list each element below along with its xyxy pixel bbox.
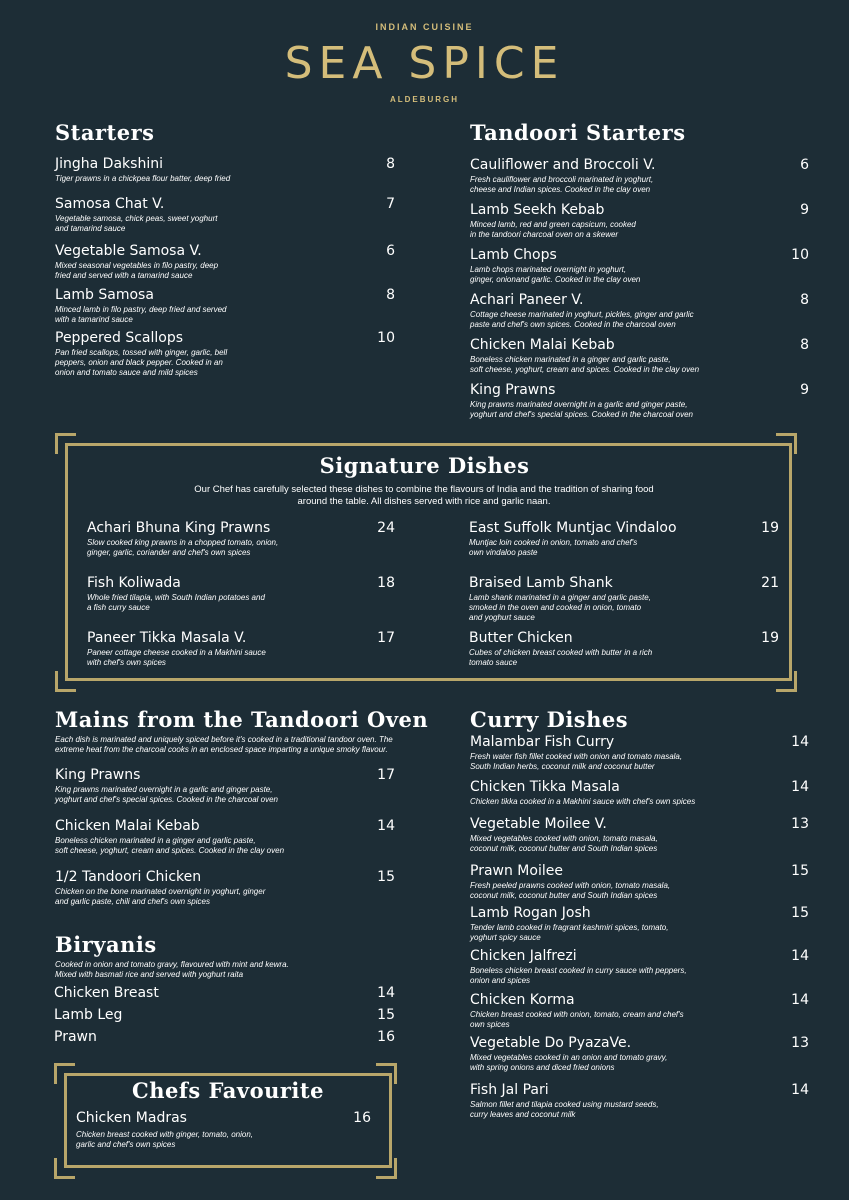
frame-corner: [376, 1158, 397, 1179]
menu-item-name: King Prawns: [470, 382, 556, 398]
restaurant-name: SEA SPICE: [284, 38, 565, 89]
menu-item-desc: Paneer cottage cheese cooked in a Makhini sauce with chef's own spices: [87, 648, 266, 667]
menu-item-desc: Minced lamb, red and green capsicum, cooked in the tandoori charcoal oven on a skewer: [470, 220, 636, 239]
menu-item-name: Lamb Chops: [470, 247, 557, 263]
menu-item-name: Butter Chicken: [469, 630, 573, 646]
menu-item-price: 8: [800, 337, 809, 353]
signature-title: Signature Dishes: [319, 453, 530, 478]
menu-item-name: Prawn Moilee: [470, 863, 563, 879]
chefs-favourite-title: Chefs Favourite: [132, 1078, 324, 1103]
menu-item-price: 15: [791, 905, 809, 921]
menu-item-desc: Tender lamb cooked in fragrant kashmiri spices, tomato, yoghurt spicy sauce: [470, 923, 669, 942]
menu-item-desc: Cottage cheese marinated in yoghurt, pickles, ginger and garlic paste and chef's own spices. Cooked in the charcoal oven: [470, 310, 694, 329]
menu-item-name: Chicken Malai Kebab: [470, 337, 615, 353]
menu-item-desc: Boneless chicken marinated in a ginger and garlic paste, soft cheese, yoghurt, cream and spices. Cooked in the clay oven: [470, 355, 700, 374]
menu-item-desc: Lamb shank marinated in a ginger and garlic paste, smoked in the oven and cooked in onion, tomato and yoghurt sauce: [469, 593, 651, 622]
menu-item-price: 17: [377, 630, 395, 646]
menu-item-price: 24: [377, 520, 395, 536]
menu-item-desc: Boneless chicken breast cooked in curry sauce with peppers, onion and spices: [470, 966, 687, 985]
menu-item-desc: Mixed seasonal vegetables in filo pastry, deep fried and served with a tamarind sauce: [55, 261, 219, 280]
menu-item-price: 13: [791, 1035, 809, 1051]
menu-item-desc: Lamb chops marinated overnight in yoghurt, ginger, onionand garlic. Cooked in the clay oven: [470, 265, 641, 284]
starters-title: Starters: [55, 120, 155, 145]
menu-item-desc: King prawns marinated overnight in a garlic and ginger paste, yoghurt and chef's special spices. Cooked in the charcoal oven: [55, 785, 278, 804]
menu-item-desc: Pan fried scallops, tossed with ginger, garlic, bell peppers, onion and black pepper. Cooked in an onion and tomato sauce and mild spices: [55, 348, 228, 377]
menu-item-price: 15: [377, 1007, 395, 1023]
menu-item-price: 9: [800, 382, 809, 398]
menu-item-desc: Whole fried tilapia, with South Indian potatoes and a fish curry sauce: [87, 593, 265, 612]
menu-item-name: Peppered Scallops: [55, 330, 184, 346]
frame-corner: [55, 433, 76, 454]
menu-item-desc: Tiger prawns in a chickpea flour batter, deep fried: [55, 174, 231, 183]
menu-item-name: Cauliflower and Broccoli V.: [470, 157, 656, 173]
restaurant-subtitle: INDIAN CUISINE: [375, 22, 474, 32]
signature-intro: Our Chef has carefully selected these dishes to combine the flavours of India and the tradition of sharing food around the table. All dishes served with rice and garlic naan.: [194, 484, 654, 507]
menu-item-desc: Vegetable samosa, chick peas, sweet yoghurt and tamarind sauce: [55, 214, 218, 233]
menu-item-desc: Chicken on the bone marinated overnight in yoghurt, ginger and garlic paste, chili and chef's own spices: [55, 887, 266, 906]
menu-item-desc: Boneless chicken marinated in a ginger and garlic paste, soft cheese, yoghurt, cream and spices. Cooked in the clay oven: [55, 836, 285, 855]
menu-item-desc: Salmon fillet and tilapia cooked using mustard seeds, curry leaves and coconut milk: [470, 1100, 659, 1119]
menu-item-price: 9: [800, 202, 809, 218]
menu-item-desc: Minced lamb in filo pastry, deep fried and served with a tamarind sauce: [55, 305, 227, 324]
menu-item-name: Chicken Malai Kebab: [55, 818, 200, 834]
menu-item-price: 8: [386, 287, 395, 303]
curry-title: Curry Dishes: [470, 707, 629, 732]
menu-item-price: 10: [377, 330, 395, 346]
menu-item-name: Lamb Seekh Kebab: [470, 202, 605, 218]
menu-item-name: Achari Paneer V.: [470, 292, 584, 308]
menu-item-name: Achari Bhuna King Prawns: [87, 520, 271, 536]
menu-item-price: 18: [377, 575, 395, 591]
menu-item-price: 14: [791, 1082, 809, 1098]
menu-item-desc: Slow cooked king prawns in a chopped tomato, onion, ginger, garlic, coriander and chef's own spices: [87, 538, 279, 557]
menu-item-name: Vegetable Samosa V.: [55, 243, 202, 259]
menu-item-name: Fish Jal Pari: [470, 1082, 549, 1098]
menu-item-name: Lamb Leg: [54, 1007, 123, 1023]
menu-item-name: Vegetable Moilee V.: [470, 816, 607, 832]
tandoori-starters-title: Tandoori Starters: [470, 120, 686, 145]
menu-item-price: 16: [377, 1029, 395, 1045]
menu-item-price: 19: [761, 520, 779, 536]
menu-item-desc: Fresh peeled prawns cooked with onion, tomato masala, coconut milk, coconut butter and South Indian spices: [470, 881, 671, 900]
menu-item-name: Jingha Dakshini: [55, 156, 163, 172]
menu-item-name: Chicken Breast: [54, 985, 159, 1001]
menu-item-desc: Cubes of chicken breast cooked with butter in a rich tomato sauce: [469, 648, 653, 667]
menu-item-name: Chicken Jalfrezi: [470, 948, 577, 964]
mains-tandoori-title: Mains from the Tandoori Oven: [55, 707, 429, 732]
menu-item-name: Malambar Fish Curry: [470, 734, 615, 750]
menu-item-price: 6: [386, 243, 395, 259]
menu-item-price: 8: [800, 292, 809, 308]
menu-item-name: Braised Lamb Shank: [469, 575, 613, 591]
menu-item-desc: Mixed vegetables cooked with onion, tomato masala, coconut milk, coconut butter and South Indian spices: [470, 834, 658, 853]
menu-item-desc: Fresh water fish fillet cooked with onion and tomato masala, South Indian herbs, coconut milk and coconut butter: [470, 752, 683, 771]
menu-item-name: Chicken Tikka Masala: [470, 779, 620, 795]
menu-item-name: East Suffolk Muntjac Vindaloo: [469, 520, 677, 536]
menu-item-desc: Chicken tikka cooked in a Makhini sauce with chef's own spices: [470, 797, 696, 806]
frame-corner: [55, 671, 76, 692]
menu-item-desc: Fresh cauliflower and broccoli marinated in yoghurt, cheese and Indian spices. Cooked in the clay oven: [470, 175, 654, 194]
menu-item-price: 14: [791, 779, 809, 795]
frame-corner: [54, 1158, 75, 1179]
menu-item-name: Lamb Rogan Josh: [470, 905, 591, 921]
menu-item-price: 14: [791, 948, 809, 964]
menu-item-name: Vegetable Do PyazaVe.: [470, 1035, 632, 1051]
menu-item-name: Samosa Chat V.: [55, 196, 165, 212]
menu-item-price: 7: [386, 196, 395, 212]
menu-item-desc: Chicken breast cooked with onion, tomato, cream and chef's own spices: [470, 1010, 684, 1029]
menu-item-name: Chicken Korma: [470, 992, 575, 1008]
restaurant-location: ALDEBURGH: [389, 95, 460, 104]
menu-item-price: 15: [377, 869, 395, 885]
menu-item-price: 19: [761, 630, 779, 646]
menu-item-price: 14: [377, 985, 395, 1001]
menu-item-price: 8: [386, 156, 395, 172]
menu-item-price: 6: [800, 157, 809, 173]
menu-item-price: 15: [791, 863, 809, 879]
menu-item-price: 14: [377, 818, 395, 834]
menu-item-desc: Chicken breast cooked with ginger, tomato, onion, garlic and chef's own spices: [76, 1130, 253, 1149]
menu-item-price: 10: [791, 247, 809, 263]
menu-item-price: 14: [791, 734, 809, 750]
menu-item-price: 17: [377, 767, 395, 783]
menu-item-desc: Mixed vegetables cooked in an onion and tomato gravy, with spring onions and diced fried onions: [470, 1053, 668, 1072]
menu-item-price: 13: [791, 816, 809, 832]
menu-item-name: Fish Koliwada: [87, 575, 181, 591]
menu-item-name: Chicken Madras: [76, 1110, 187, 1126]
menu-item-name: King Prawns: [55, 767, 141, 783]
menu-item-name: 1/2 Tandoori Chicken: [55, 869, 202, 885]
menu-item-price: 16: [353, 1110, 371, 1126]
menu-item-price: 21: [761, 575, 779, 591]
biryanis-intro: Cooked in onion and tomato gravy, flavoured with mint and kewra. Mixed with basmati rice and served with yoghurt raita: [55, 960, 289, 979]
frame-corner: [776, 433, 797, 454]
menu-item-desc: Muntjac loin cooked in onion, tomato and chef's own vindaloo paste: [469, 538, 638, 557]
biryanis-title: Biryanis: [55, 932, 157, 957]
menu-item-price: 14: [791, 992, 809, 1008]
mains-tandoori-intro: Each dish is marinated and uniquely spiced before it's cooked in a traditional tandoor oven. The extreme heat from the charcoal cooks in an enclosed space imparting a unique smoky flavour.: [55, 735, 393, 754]
menu-item-name: Paneer Tikka Masala V.: [87, 630, 247, 646]
menu-item-name: Lamb Samosa: [55, 287, 154, 303]
frame-corner: [776, 671, 797, 692]
menu-item-desc: King prawns marinated overnight in a garlic and ginger paste, yoghurt and chef's special spices. Cooked in the charcoal oven: [470, 400, 693, 419]
menu-item-name: Prawn: [54, 1029, 97, 1045]
